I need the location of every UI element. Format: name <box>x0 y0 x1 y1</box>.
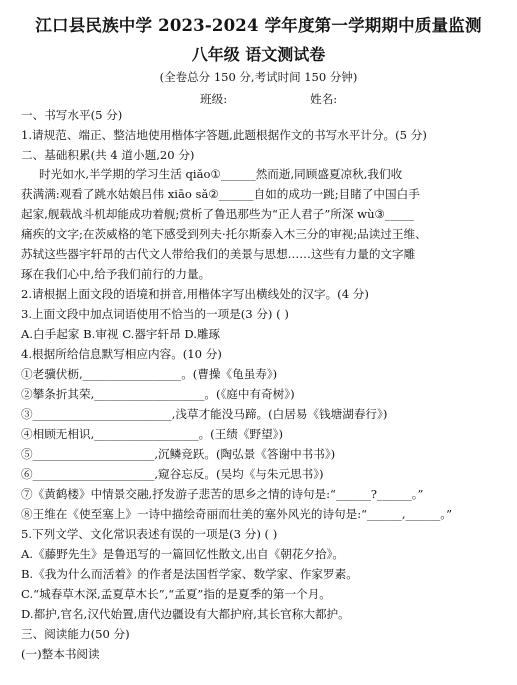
recite-item-8: ⑧王维在《使至塞上》一诗中描绘奇丽而壮美的塞外风光的诗句是:“______,______。” <box>21 507 453 521</box>
recite-item-1: ①老骥伏枥,_________________。(曹操《龟虽寿》) <box>21 367 278 381</box>
passage-line: 痛疾的文字;在茨威格的笔下感受到列夫·托尔斯泰入木三分的审视;品读过王维、 <box>21 227 427 241</box>
recite-item-6: ⑥_____________________,窥谷忘反。(吴均《与朱元思书》) <box>21 467 324 481</box>
exam-subtitle: 八年级 语文测试卷 <box>191 45 326 64</box>
question-1: 1.请规范、端正、整洁地使用楷体字答题,此题根据作文的书写水平计分。(5 分) <box>21 128 427 142</box>
section-1-heading: 一、书写水平(5 分) <box>21 108 123 122</box>
question-5: 5.下列文学、文化常识表述有误的一项是(3 分) ( ) <box>21 527 278 541</box>
exam-note: (全卷总分 150 分,考试时间 150 分钟) <box>159 70 358 84</box>
subsection-heading: (一)整本书阅读 <box>21 647 100 661</box>
question-2: 2.请根据上面文段的语境和拼音,用楷体字写出横线处的汉字。(4 分) <box>21 287 369 301</box>
recite-item-2: ②攀条折其荣,___________________。(《庭中有奇树》) <box>21 387 295 401</box>
question-5-option-d: D.都护,官名,汉代始置,唐代边疆设有大都护府,其长官称大都护。 <box>21 607 350 621</box>
recite-item-7: ⑦《黄鹤楼》中情景交融,抒发游子悲苦的思乡之情的诗句是:“______?______。” <box>21 487 424 501</box>
name-label: 姓名: <box>310 92 338 106</box>
recite-item-5: ⑤_____________________,沉鳞竞跃。(陶弘景《答谢中书书》) <box>21 447 336 461</box>
question-5-option-a: A.《藤野先生》是鲁迅写的一篇回忆性散文,出自《朝花夕拾》。 <box>21 547 344 561</box>
question-5-option-c: C.“城春草木深,孟夏草木长”,“孟夏”指的是夏季的第一个月。 <box>21 587 331 601</box>
passage-line: 起家,舰载战斗机却能成功着舰;赏析了鲁迅那些为“正人君子”所深 wù③_____ <box>21 207 414 221</box>
section-3-heading: 三、阅读能力(50 分) <box>21 627 130 641</box>
question-5-option-b: B.《我为什么而活着》的作者是法国哲学家、数学家、作家罗素。 <box>21 567 358 581</box>
passage-line: 苏轼这些器宇轩昂的古代文人带给我们的美景与思想……这些有力量的文字雕 <box>21 247 416 261</box>
section-2-heading: 二、基础积累(共 4 道小题,20 分) <box>21 148 195 162</box>
recite-item-4: ④相顾无相识,__________________。(王绩《野望》) <box>21 427 283 441</box>
recite-item-3: ③________________________,浅草才能没马蹄。(白居易《钱塘湖春行》) <box>21 407 388 421</box>
passage-line: 获满满:观看了跳水姑娘吕伟 xiāo sǎ②______自如的成功一跳;目睹了中国白手 <box>21 187 420 201</box>
passage-line: 琢在我们心中,给予我们前行的力量。 <box>21 267 211 281</box>
class-label: 班级: <box>200 92 228 106</box>
question-4: 4.根据所给信息默写相应内容。(10 分) <box>21 347 222 361</box>
exam-title: 江口县民族中学 2023-2024 学年度第一学期期中质量监测 <box>35 16 482 35</box>
passage-line: 时光如水,半学期的学习生活 qiǎo①______然而逝,同顾盛夏凉秋,我们收 <box>39 167 403 181</box>
question-3: 3.上面文段中加点词语使用不恰当的一项是(3 分) ( ) <box>21 307 289 321</box>
question-3-options: A.白手起家 B.审视 C.器宇轩昂 D.雕琢 <box>21 327 221 341</box>
